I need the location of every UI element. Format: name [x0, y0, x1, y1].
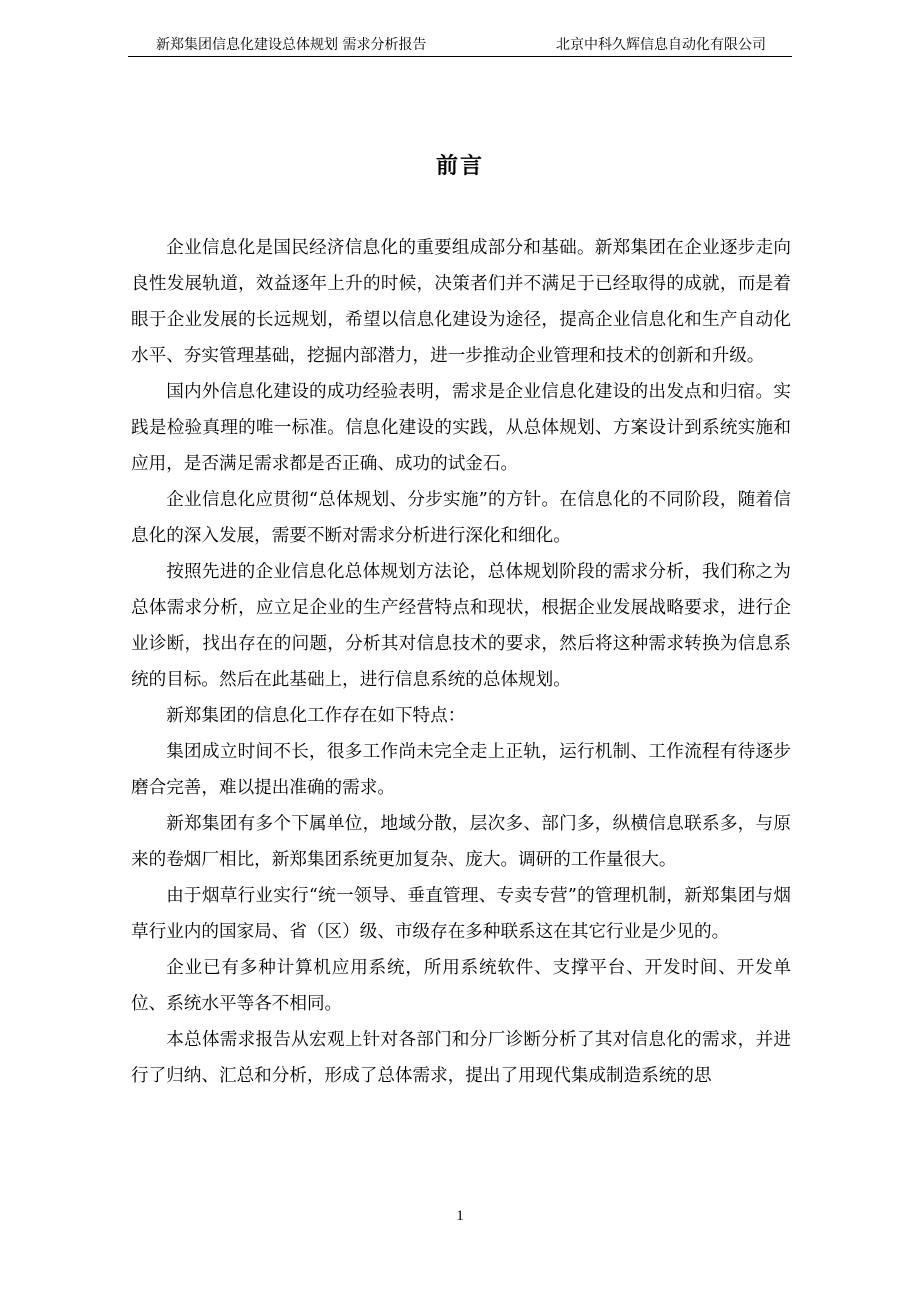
- page-header: [128, 36, 792, 58]
- paragraph: 企业已有多种计算机应用系统，所用系统软件、支撑平台、开发时间、开发单位、系统水平等各不相同。: [131, 958, 791, 1014]
- header-divider: [128, 56, 792, 57]
- paragraph: 企业信息化应贯彻“总体规划、分步实施”的方针。在信息化的不同阶段，随着信息化的深入发展，需要不断对需求分析进行深化和细化。: [131, 490, 791, 546]
- paragraph: 国内外信息化建设的成功经验表明，需求是企业信息化建设的出发点和归宿。实践是检验真理的唯一标准。信息化建设的实践，从总体规划、方案设计到系统实施和应用，是否满足需求都是否正确、成功的试金石。: [131, 382, 791, 474]
- body-text: [131, 230, 791, 1094]
- page-number: 1: [456, 1208, 464, 1224]
- paragraph: 集团成立时间不长，很多工作尚未完全走上正轨，运行机制、工作流程有待逐步磨合完善，难以提出准确的需求。: [131, 742, 791, 798]
- paragraph: 本总体需求报告从宏观上针对各部门和分厂诊断分析了其对信息化的需求，并进行了归纳、汇总和分析，形成了总体需求，提出了用现代集成制造系统的思: [131, 1030, 791, 1086]
- paragraph: 企业信息化是国民经济信息化的重要组成部分和基础。新郑集团在企业逐步走向良性发展轨道，效益逐年上升的时候，决策者们并不满足于已经取得的成就，而是着眼于企业发展的长远规划，希望以信息化建设为途径，提高企业信息化和生产自动化水平、夯实管理基础，挖掘内部潜力，进一步推动企业管理和技术的创新和升级。: [131, 238, 791, 366]
- header-company-name: 北京中科久辉信息自动化有限公司: [556, 37, 766, 53]
- paragraph: 新郑集团有多个下属单位，地域分散，层次多、部门多，纵横信息联系多，与原来的卷烟厂相比，新郑集团系统更加复杂、庞大。调研的工作量很大。: [131, 814, 791, 870]
- paragraph: 新郑集团的信息化工作存在如下特点：: [166, 706, 466, 726]
- paragraph: 按照先进的企业信息化总体规划方法论，总体规划阶段的需求分析，我们称之为总体需求分析，应立足企业的生产经营特点和现状，根据企业发展战略要求，进行企业诊断，找出存在的问题，分析其对信息技术的要求，然后将这种需求转换为信息系统的目标。然后在此基础上，进行信息系统的总体规划。: [131, 562, 791, 690]
- paragraph: 由于烟草行业实行“统一领导、垂直管理、专卖专营”的管理机制，新郑集团与烟草行业内的国家局、省（区）级、市级存在多种联系这在其它行业是少见的。: [131, 886, 791, 942]
- header-document-title: 新郑集团信息化建设总体规划 需求分析报告: [156, 37, 427, 53]
- section-title: 前言: [435, 153, 484, 179]
